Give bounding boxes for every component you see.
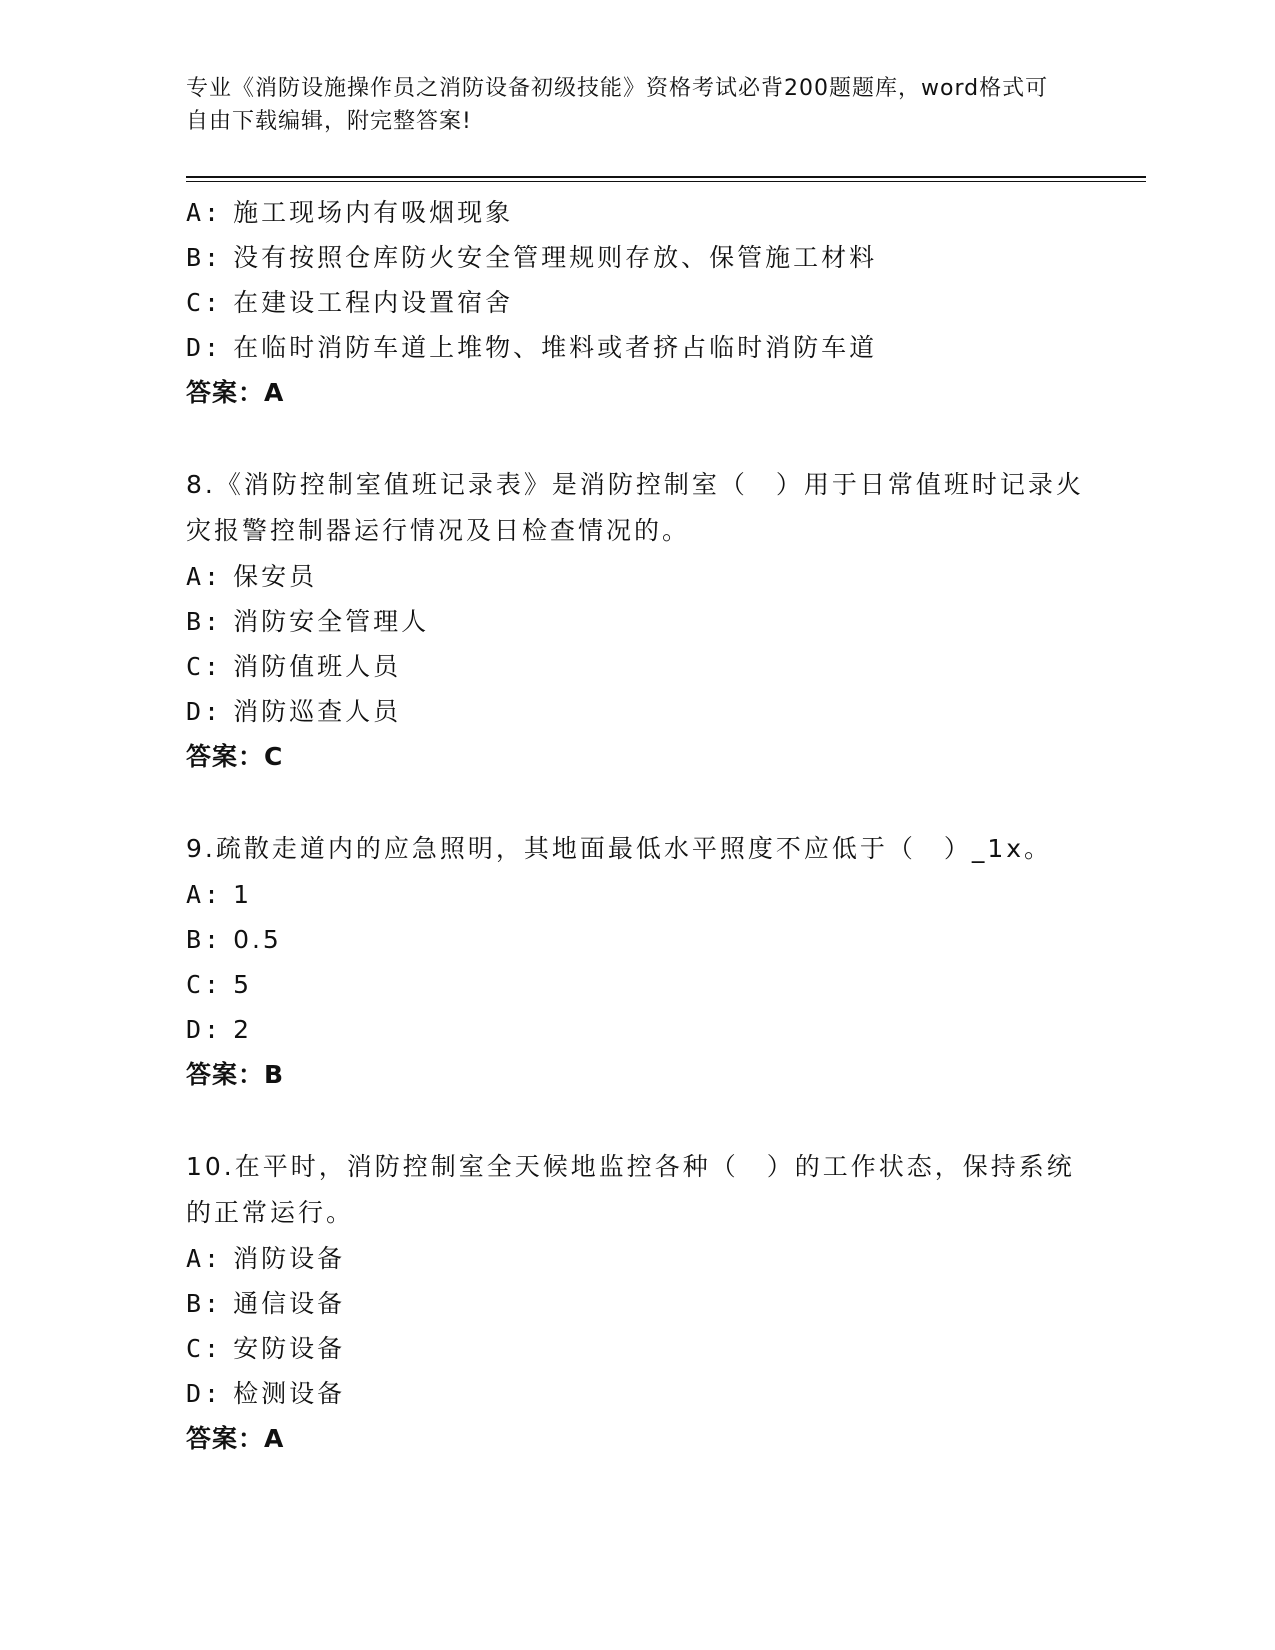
option-b [186,917,1086,962]
answer: 答案：A [186,1424,285,1453]
option-d [186,325,1086,370]
option-letter: C: [186,1334,223,1363]
option-a [186,554,1086,599]
question-10 [186,1144,1086,1462]
option-text: 2 [233,1015,252,1044]
option-text: 在建设工程内设置宿舍 [233,288,514,317]
option-b [186,235,1086,280]
option-text: 消防值班人员 [233,652,402,681]
option-d [186,1371,1086,1416]
option-text: 检测设备 [233,1379,346,1408]
option-c [186,962,1086,1007]
option-text: 没有按照仓库防火安全管理规则存放、保管施工材料 [233,243,878,272]
option-b [186,599,1086,644]
option-d [186,689,1086,734]
option-letter: B: [186,243,223,272]
option-letter: C: [186,970,223,999]
document-header: 专业《消防设施操作员之消防设备初级技能》资格考试必背200题题库，word格式可自由下载编辑，附完整答案! [186,76,1049,134]
option-letter: A: [186,562,223,591]
option-text: 通信设备 [233,1289,346,1318]
option-letter: A: [186,880,223,909]
option-text: 施工现场内有吸烟现象 [233,198,514,227]
option-a [186,190,1086,235]
option-text: 消防巡查人员 [233,697,402,726]
option-letter: B: [186,1289,223,1318]
question-8 [186,462,1086,780]
option-a [186,1236,1086,1281]
answer: 答案：A [186,378,285,407]
question-7 [186,190,1086,416]
header-divider-thin [186,181,1146,182]
option-text: 安防设备 [233,1334,346,1363]
option-text: 0.5 [233,925,282,954]
option-text: 在临时消防车道上堆物、堆料或者挤占临时消防车道 [233,333,878,362]
option-letter: B: [186,607,223,636]
option-text: 1 [233,880,252,909]
header-divider-thick [186,176,1146,178]
option-letter: C: [186,288,223,317]
question-stem: 10.在平时，消防控制室全天候地监控各种（ ）的工作状态，保持系统的正常运行。 [186,1152,1075,1227]
answer: 答案：C [186,742,284,771]
option-c [186,644,1086,689]
option-letter: D: [186,1015,223,1044]
option-letter: B: [186,925,223,954]
option-letter: A: [186,198,223,227]
question-stem: 8.《消防控制室值班记录表》是消防控制室（ ）用于日常值班时记录火灾报警控制器运行情况及日检查情况的。 [186,470,1084,545]
option-b [186,1281,1086,1326]
option-text: 消防设备 [233,1244,346,1273]
answer: 答案：B [186,1060,285,1089]
option-c [186,280,1086,325]
question-9 [186,826,1086,1098]
question-list [186,190,1086,1508]
question-stem: 9.疏散走道内的应急照明，其地面最低水平照度不应低于（ ）_1x。 [186,834,1053,863]
option-letter: D: [186,1379,223,1408]
option-text: 5 [233,970,252,999]
option-text: 保安员 [233,562,318,591]
option-c [186,1326,1086,1371]
option-d [186,1007,1086,1052]
option-a [186,872,1086,917]
option-letter: D: [186,333,223,362]
option-letter: C: [186,652,223,681]
option-letter: D: [186,697,223,726]
option-letter: A: [186,1244,223,1273]
option-text: 消防安全管理人 [233,607,430,636]
